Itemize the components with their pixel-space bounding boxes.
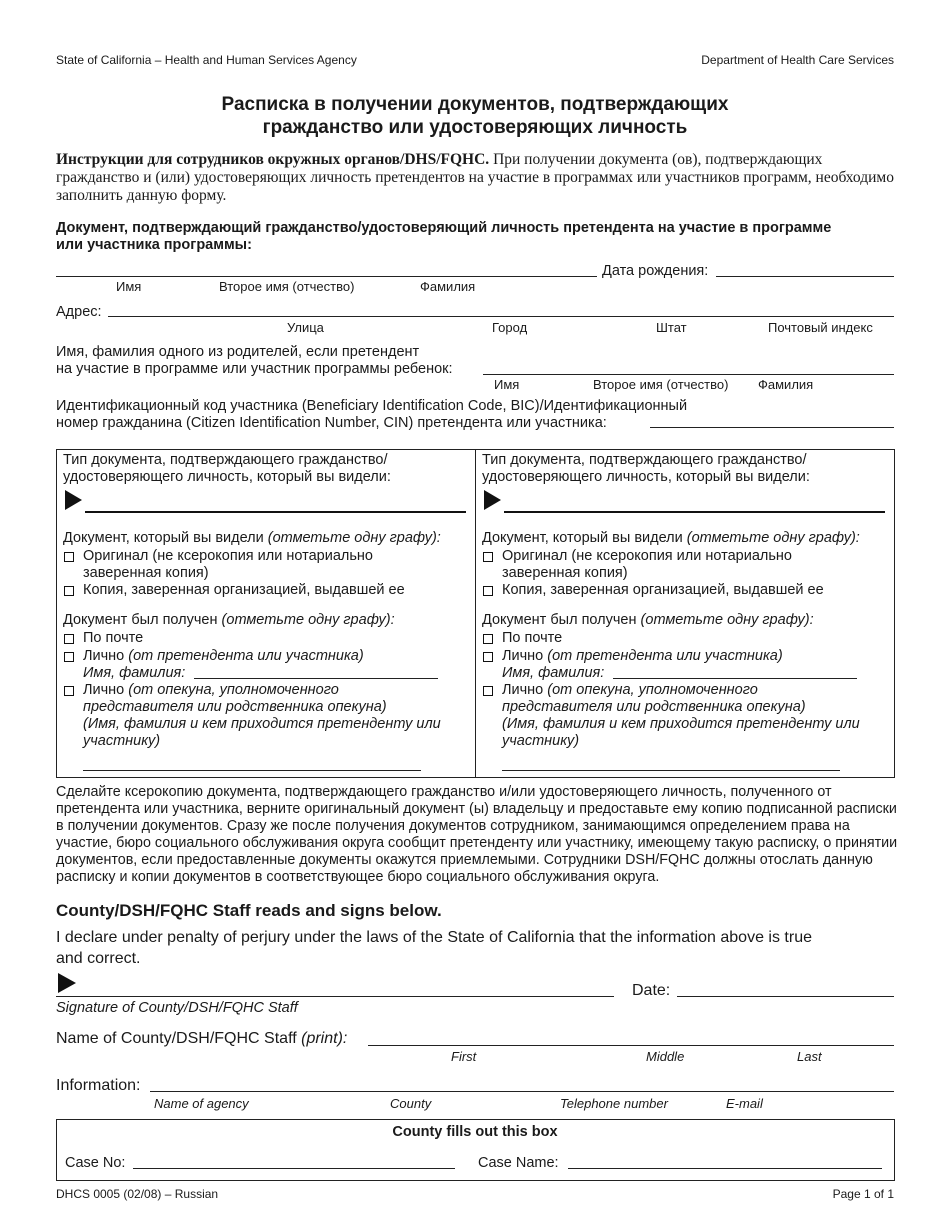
caption-agency: Name of agency (154, 1096, 249, 1111)
declaration-line1: I declare under penalty of perjury under the laws of the State of California that the information above is true (56, 929, 812, 946)
doc-type-line[interactable] (85, 511, 466, 513)
doc-type-label (63, 452, 463, 486)
seen-label: Документ, который вы видели (отметьте одну графу): (482, 530, 860, 546)
received-label: Документ был получен (отметьте одну графу): (482, 612, 814, 628)
original-line2: заверенная копия) (83, 565, 209, 581)
checkbox-original[interactable]: Оригинал (не ксерокопия или нотариально (63, 548, 373, 565)
name-line[interactable] (194, 678, 438, 679)
signature-caption: Signature of County/DSH/FQHC Staff (56, 1000, 298, 1016)
parent-label-line1: Имя, фамилия одного из родителей, если претендент (56, 344, 420, 360)
checkbox-icon[interactable] (483, 552, 493, 562)
case-name-line[interactable] (568, 1168, 882, 1169)
seen-label: Документ, который вы видели (отметьте одну графу): (63, 530, 441, 546)
parent-name-line[interactable] (483, 374, 894, 375)
caption-first: First (451, 1049, 477, 1064)
checkbox-certified-copy[interactable]: Копия, заверенная организацией, выдавшей ее (482, 582, 824, 599)
date-line[interactable] (677, 996, 894, 997)
caption-zip: Почтовый индекс (768, 320, 873, 335)
dob-line[interactable] (716, 276, 894, 277)
case-no-label: Case No: (65, 1155, 126, 1171)
doc-type-line2: удостоверяющего личность, который вы видели: (482, 469, 810, 485)
checkbox-icon[interactable] (64, 586, 74, 596)
guardian-line2: представителя или родственника опекуна) (83, 699, 387, 715)
case-name-label: Case Name: (478, 1155, 559, 1171)
notice-paragraph: Сделайте ксерокопию документа, подтверждающего гражданство и/или удостоверяющего личность, полученного от претендента или участника, верните оригинальный документ (ы) владельцу и предоставьте ему копию подписанной расписки в получении документов. Сразу же после получения документов сотрудником, занимающимся определением права на участие, бюро социального обслуживания округа сообщит претенденту или участнику, имеющему такую расписку, о принятии документов, если предоставленные документы окажутся приемлемыми. Сотрудники DSH/FQHC должны отослать данную расписку и копии документов в соответствующее бюро социального обслуживания округа. (56, 784, 898, 885)
applicant-heading-line2: или участника программы: (56, 237, 252, 253)
doc-type-line1: Тип документа, подтверждающего гражданство/ (482, 452, 807, 468)
page-number: Page 1 of 1 (832, 1187, 894, 1201)
caption-telephone: Telephone number (560, 1096, 668, 1111)
date-label: Date: (632, 982, 671, 999)
guardian-line4: участнику) (502, 733, 580, 749)
caption-last-name: Фамилия (420, 279, 476, 294)
doc-column-left (57, 449, 463, 777)
name-label: Имя, фамилия: (502, 665, 605, 681)
checkbox-in-person[interactable]: Лично (от претендента или участника) (63, 648, 364, 665)
caption-street: Улица (287, 320, 324, 335)
checkbox-by-mail[interactable]: По почте (482, 630, 562, 647)
received-label: Документ был получен (отметьте одну графу): (63, 612, 395, 628)
caption-middle-name: Второе имя (отчество) (219, 279, 355, 294)
address-line[interactable] (108, 316, 894, 317)
checkbox-icon[interactable] (483, 686, 493, 696)
guardian-line2: представителя или родственника опекуна) (502, 699, 806, 715)
doc-type-line2: удостоверяющего личность, который вы видели: (63, 469, 391, 485)
guardian-line[interactable] (502, 770, 840, 771)
page-title-line1: Расписка в получении документов, подтверждающих (221, 94, 729, 115)
caption-first-name: Имя (116, 279, 142, 294)
doc-type-line1: Тип документа, подтверждающего гражданство/ (63, 452, 388, 468)
caption-parent-first: Имя (494, 377, 520, 392)
applicant-name-line[interactable] (56, 276, 597, 277)
checkbox-icon[interactable] (64, 552, 74, 562)
caption-middle: Middle (646, 1049, 685, 1064)
staff-name-label: Name of County/DSH/FQHC Staff (print): (56, 1030, 348, 1047)
staff-heading: County/DSH/FQHC Staff reads and signs below. (56, 901, 442, 920)
checkbox-original[interactable]: Оригинал (не ксерокопия или нотариально (482, 548, 792, 565)
guardian-line3: (Имя, фамилия и кем приходится претенденту или (502, 716, 860, 732)
name-line[interactable] (613, 678, 857, 679)
caption-county: County (390, 1096, 432, 1111)
checkbox-icon[interactable] (483, 586, 493, 596)
page-title-line2: гражданство или удостоверяющих личность (262, 117, 688, 138)
bic-label-line1: Идентификационный код участника (Beneficiary Identification Code, BIC)/Идентификационный (56, 398, 688, 414)
signature-line[interactable] (56, 996, 614, 997)
arrow-icon (484, 490, 501, 510)
checkbox-icon[interactable] (64, 686, 74, 696)
arrow-icon (58, 973, 76, 993)
doc-box-bottom (56, 777, 895, 778)
doc-box-right (894, 449, 895, 777)
parent-label-line2: на участие в программе или участник программы ребенок: (56, 361, 453, 377)
checkbox-icon[interactable] (64, 652, 74, 662)
instructions (56, 151, 896, 205)
bic-line[interactable] (650, 427, 894, 428)
checkbox-icon[interactable] (483, 652, 493, 662)
caption-email: E-mail (726, 1096, 763, 1111)
name-label: Имя, фамилия: (83, 665, 186, 681)
bic-label-line2: номер гражданина (Citizen Identification Number, CIN) претендента или участника: (56, 415, 607, 431)
applicant-heading-line1: Документ, подтверждающий гражданство/удостоверяющий личность претендента на участие в программе (56, 220, 832, 236)
original-line2: заверенная копия) (502, 565, 628, 581)
case-no-line[interactable] (133, 1168, 455, 1169)
checkbox-certified-copy[interactable]: Копия, заверенная организацией, выдавшей ее (63, 582, 405, 599)
caption-state: Штат (656, 320, 687, 335)
dob-label: Дата рождения: (602, 263, 709, 279)
guardian-line4: участнику) (83, 733, 161, 749)
checkbox-icon[interactable] (483, 634, 493, 644)
department-name: Department of Health Care Services (701, 53, 894, 67)
doc-type-label (482, 452, 882, 486)
caption-parent-middle: Второе имя (отчество) (593, 377, 729, 392)
info-label: Information: (56, 1077, 141, 1094)
doc-type-line[interactable] (504, 511, 885, 513)
guardian-line3: (Имя, фамилия и кем приходится претенденту или (83, 716, 441, 732)
declaration-line2: and correct. (56, 950, 141, 967)
agency-name: State of California – Health and Human Services Agency (56, 53, 357, 67)
address-label: Адрес: (56, 304, 102, 320)
caption-last: Last (797, 1049, 822, 1064)
caption-city: Город (492, 320, 528, 335)
arrow-icon (65, 490, 82, 510)
county-box-title: County fills out this box (392, 1124, 558, 1140)
checkbox-by-mail[interactable]: По почте (63, 630, 143, 647)
doc-column-right (476, 449, 882, 777)
caption-parent-last: Фамилия (758, 377, 814, 392)
checkbox-icon[interactable] (64, 634, 74, 644)
checkbox-in-person[interactable]: Лично (от претендента или участника) (482, 648, 783, 665)
checkbox-guardian[interactable]: Лично (от опекуна, уполномоченного (63, 682, 339, 699)
form-id: DHCS 0005 (02/08) – Russian (56, 1187, 219, 1201)
info-line[interactable] (150, 1091, 894, 1092)
staff-name-line[interactable] (368, 1045, 894, 1046)
instructions-text: При получении документа (ов), подтверждающих гражданство и (или) удостоверяющих личность претендентов на участие в программах или участников программ, необходимо заполнить данную форму. (56, 151, 894, 204)
guardian-line[interactable] (83, 770, 421, 771)
instructions-bold: Инструкции для сотрудников окружных органов/DHS/FQHC. (56, 151, 490, 168)
checkbox-guardian[interactable]: Лично (от опекуна, уполномоченного (482, 682, 758, 699)
